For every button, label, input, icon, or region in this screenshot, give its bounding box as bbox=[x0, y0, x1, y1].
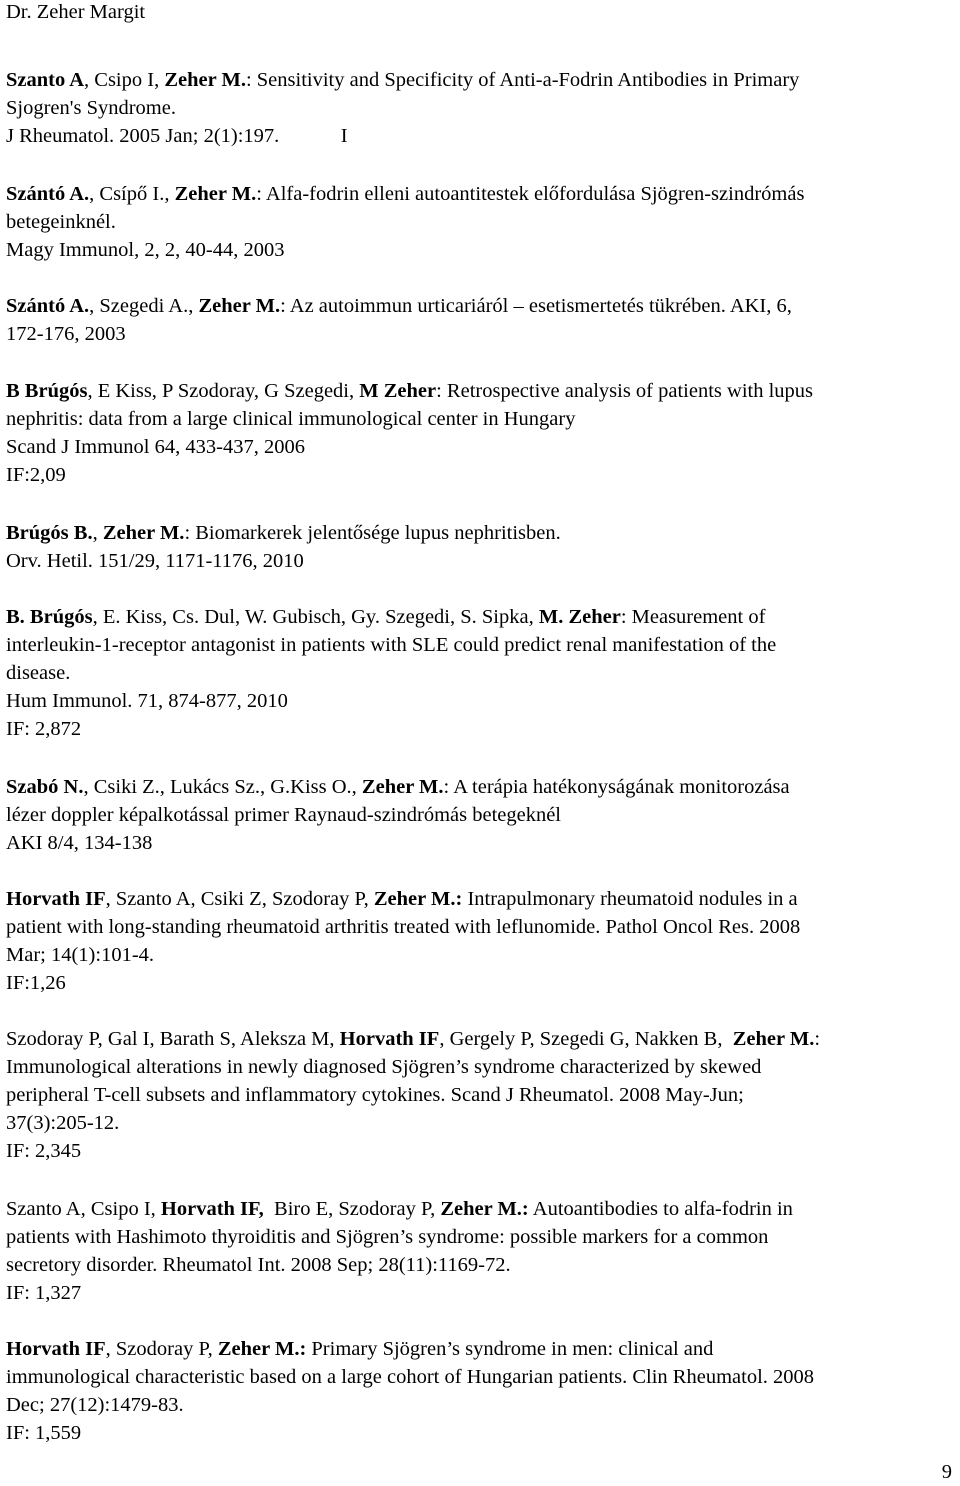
publication-entry bbox=[6, 1335, 952, 1447]
publication-entry bbox=[6, 180, 952, 264]
entry-line bbox=[6, 122, 952, 150]
entry-text: Magy Immunol, 2, 2, 40-44, 2003 bbox=[6, 239, 285, 261]
author-highlight: B Brúgós bbox=[6, 380, 88, 402]
entry-text: IF:2,09 bbox=[6, 464, 66, 486]
page-number: 9 bbox=[941, 1461, 952, 1483]
entry-line bbox=[6, 969, 952, 997]
entry-text: Scand J Immunol 64, 433-437, 2006 bbox=[6, 436, 305, 458]
entry-text: disease. bbox=[6, 662, 71, 684]
publication-entry bbox=[6, 519, 952, 575]
entry-text: : bbox=[814, 1028, 821, 1050]
author-highlight: B. Brúgós bbox=[6, 606, 93, 628]
entry-text: , Szodoray P, bbox=[105, 1338, 218, 1360]
author-highlight: Horvath IF bbox=[6, 888, 106, 910]
entry-text: IF:1,26 bbox=[6, 972, 66, 994]
entry-text: 172-176, 2003 bbox=[6, 323, 126, 345]
author-highlight: Zeher M. bbox=[174, 183, 257, 205]
entry-text: : Az autoimmun urticariáról – esetismertetés tükrében. AKI, 6, bbox=[280, 295, 792, 317]
author-highlight: Zeher M.: bbox=[217, 1338, 307, 1360]
entry-line bbox=[6, 1109, 952, 1137]
entry-line bbox=[6, 405, 952, 433]
entry-text: : Biomarkerek jelentősége lupus nephritisben. bbox=[184, 522, 561, 544]
entry-text: Mar; 14(1):101-4. bbox=[6, 944, 155, 966]
entry-line bbox=[6, 913, 952, 941]
entry-line bbox=[6, 631, 952, 659]
entry-line bbox=[6, 547, 952, 575]
entry-line bbox=[6, 1081, 952, 1109]
entry-line bbox=[6, 715, 952, 743]
entry-line bbox=[6, 1391, 952, 1419]
entry-text: AKI 8/4, 134-138 bbox=[6, 832, 153, 854]
author-highlight: Zeher M. bbox=[361, 776, 444, 798]
entry-text: lézer doppler képalkotással primer Raynaud-szindrómás betegeknél bbox=[6, 804, 562, 826]
entry-line bbox=[6, 461, 952, 489]
entry-line bbox=[6, 603, 952, 631]
entry-text: Hum Immunol. 71, 874-877, 2010 bbox=[6, 690, 288, 712]
entry-line bbox=[6, 1279, 952, 1307]
entry-line bbox=[6, 377, 952, 405]
entry-line bbox=[6, 1223, 952, 1251]
entry-text: IF: 1,559 bbox=[6, 1422, 82, 1444]
author-highlight: Szántó A. bbox=[6, 295, 90, 317]
entry-text: 37(3):205-12. bbox=[6, 1112, 120, 1134]
author-highlight: Szanto A bbox=[6, 69, 85, 91]
entry-text: Sjogren's Syndrome. bbox=[6, 97, 176, 119]
author-highlight: Szántó A. bbox=[6, 183, 90, 205]
publication-entry bbox=[6, 773, 952, 857]
entry-text: nephritis: data from a large clinical immunological center in Hungary bbox=[6, 408, 576, 430]
publication-entry bbox=[6, 603, 952, 743]
entry-line bbox=[6, 1195, 952, 1223]
entry-text: : Alfa-fodrin elleni autoantitestek előfordulása Sjögren-szindrómás bbox=[256, 183, 805, 205]
entry-text: immunological characteristic based on a large cohort of Hungarian patients. Clin Rheumatol. 2008 bbox=[6, 1366, 815, 1388]
entry-text: Biro E, Szodoray P, bbox=[263, 1198, 441, 1220]
entry-line bbox=[6, 1053, 952, 1081]
publication-entry bbox=[6, 292, 952, 348]
entry-line bbox=[6, 1419, 952, 1447]
entry-line bbox=[6, 208, 952, 236]
entry-line bbox=[6, 801, 952, 829]
entry-line bbox=[6, 829, 952, 857]
entry-line bbox=[6, 320, 952, 348]
entry-text: , Gergely P, Szegedi G, Nakken B, bbox=[439, 1028, 733, 1050]
author-highlight: M. Zeher bbox=[538, 606, 621, 628]
author-highlight: Horvath IF bbox=[6, 1338, 106, 1360]
entry-text: : Retrospective analysis of patients with lupus bbox=[436, 380, 814, 402]
author-highlight: Zeher M. bbox=[102, 522, 185, 544]
entry-text: secretory disorder. Rheumatol Int. 2008 Sep; 28(11):1169-72. bbox=[6, 1254, 511, 1276]
entry-text: Primary Sjögren’s syndrome in men: clinical and bbox=[306, 1338, 714, 1360]
entry-line bbox=[6, 94, 952, 122]
entry-text: , Csípő I., bbox=[89, 183, 175, 205]
page-header: Dr. Zeher Margit bbox=[6, 1, 146, 23]
author-highlight: Zeher M.: bbox=[373, 888, 463, 910]
publication-entry bbox=[6, 885, 952, 997]
entry-text: patients with Hashimoto thyroiditis and Sjögren’s syndrome: possible markers for a common bbox=[6, 1226, 769, 1248]
entry-text: , Csipo I, bbox=[84, 69, 165, 91]
entry-line bbox=[6, 773, 952, 801]
entry-line bbox=[6, 433, 952, 461]
entry-text: , Csiki Z., Lukács Sz., G.Kiss O., bbox=[83, 776, 362, 798]
entry-line bbox=[6, 941, 952, 969]
entry-text: IF: 1,327 bbox=[6, 1282, 82, 1304]
author-highlight: Zeher M. bbox=[164, 69, 246, 91]
author-highlight: Horvath IF, bbox=[160, 1198, 264, 1220]
author-highlight: M Zeher bbox=[359, 380, 437, 402]
entry-text: : A terápia hatékonyságának monitorozása bbox=[443, 776, 790, 798]
entry-text: IF: 2,872 bbox=[6, 718, 82, 740]
publication-entry bbox=[6, 66, 952, 150]
entry-text: Intrapulmonary rheumatoid nodules in a bbox=[462, 888, 798, 910]
entry-text: Szanto A, Csipo I, bbox=[6, 1198, 161, 1220]
entry-text: betegeinknél. bbox=[6, 211, 116, 233]
entry-line bbox=[6, 1025, 952, 1053]
publication-entry bbox=[6, 1195, 952, 1307]
entry-line bbox=[6, 292, 952, 320]
entry-text: peripheral T-cell subsets and inflammatory cytokines. Scand J Rheumatol. 2008 May-Jun; bbox=[6, 1084, 744, 1106]
entry-text: , Szegedi A., bbox=[89, 295, 199, 317]
entry-text: Immunological alterations in newly diagnosed Sjögren’s syndrome characterized by skewed bbox=[6, 1056, 762, 1078]
entry-line bbox=[6, 659, 952, 687]
entry-line bbox=[6, 1251, 952, 1279]
entry-line bbox=[6, 687, 952, 715]
publication-entry bbox=[6, 1025, 952, 1165]
entry-text: Dec; 27(12):1479-83. bbox=[6, 1394, 184, 1416]
entry-line bbox=[6, 1363, 952, 1391]
entry-text: Szodoray P, Gal I, Barath S, Aleksza M, bbox=[6, 1028, 340, 1050]
author-highlight: Zeher M. bbox=[198, 295, 281, 317]
entry-text: IF: 2,345 bbox=[6, 1140, 82, 1162]
entry-line bbox=[6, 180, 952, 208]
entry-line bbox=[6, 236, 952, 264]
entry-text: , Szanto A, Csiki Z, Szodoray P, bbox=[105, 888, 374, 910]
publication-entry bbox=[6, 377, 952, 489]
author-highlight: Brúgós B. bbox=[6, 522, 93, 544]
entry-text: Orv. Hetil. 151/29, 1171-1176, 2010 bbox=[6, 550, 304, 572]
entry-text: interleukin-1-receptor antagonist in patients with SLE could predict renal manifestation of the bbox=[6, 634, 777, 656]
entry-text: , bbox=[92, 522, 103, 544]
entry-text: , E. Kiss, Cs. Dul, W. Gubisch, Gy. Szegedi, S. Sipka, bbox=[92, 606, 539, 628]
entry-line bbox=[6, 66, 952, 94]
author-highlight: Horvath IF bbox=[339, 1028, 440, 1050]
entry-text: : Measurement of bbox=[620, 606, 766, 628]
entry-text: , E Kiss, P Szodoray, G Szegedi, bbox=[87, 380, 360, 402]
entry-line bbox=[6, 885, 952, 913]
entry-line bbox=[6, 519, 952, 547]
entry-text: Autoantibodies to alfa-fodrin in bbox=[528, 1198, 793, 1220]
entry-text: patient with long-standing rheumatoid arthritis treated with leflunomide. Pathol Oncol Res. 2008 bbox=[6, 916, 801, 938]
entry-text: : Sensitivity and Specificity of Anti-a-Fodrin Antibodies in Primary bbox=[245, 69, 800, 91]
entry-line bbox=[6, 1137, 952, 1165]
author-highlight: Zeher M. bbox=[732, 1028, 815, 1050]
author-highlight: Zeher M.: bbox=[440, 1198, 529, 1220]
entry-text: J Rheumatol. 2005 Jan; 2(1):197. I bbox=[6, 125, 348, 147]
author-highlight: Szabó N. bbox=[6, 776, 84, 798]
entry-line bbox=[6, 1335, 952, 1363]
